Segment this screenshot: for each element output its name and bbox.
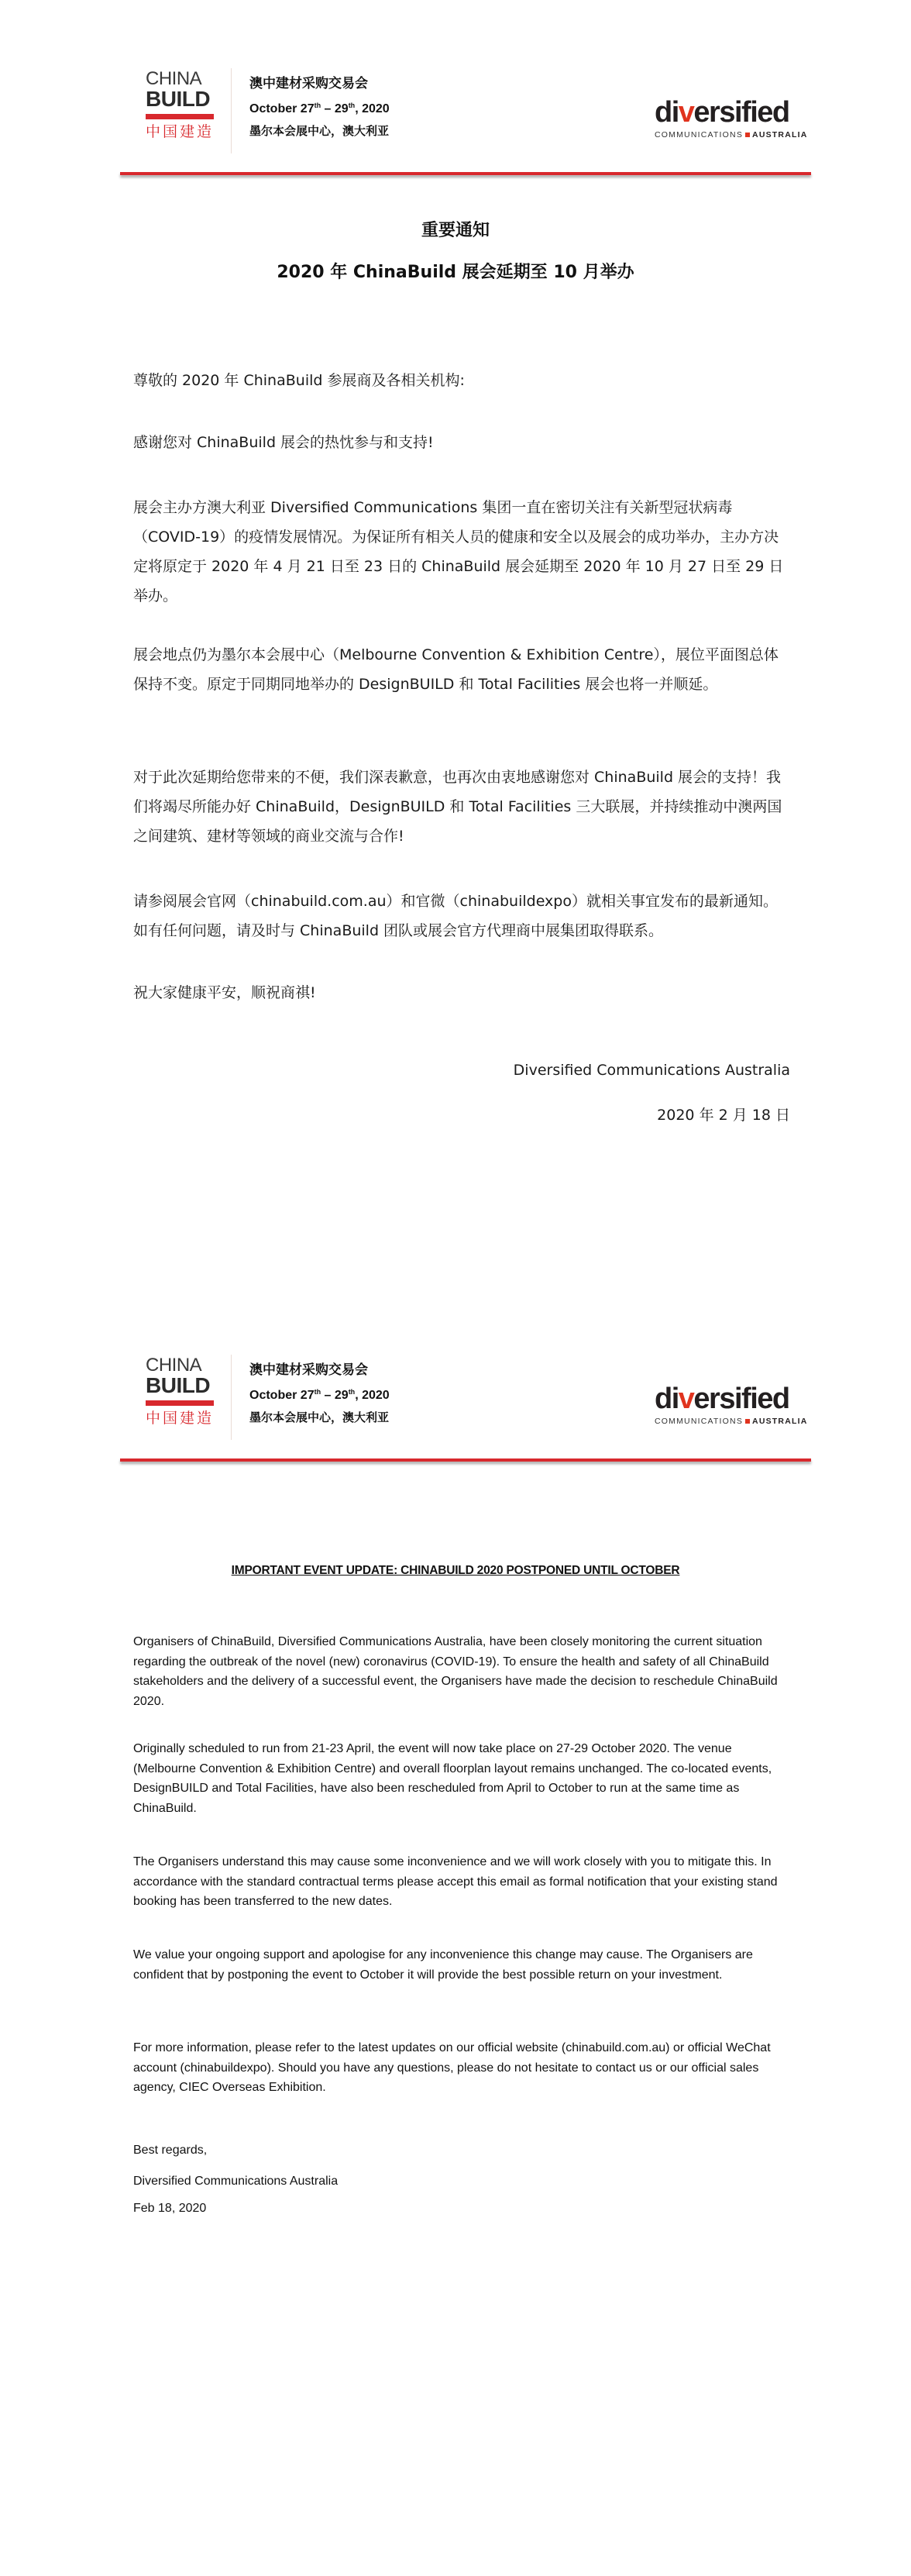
event-venue: 墨尔本会展中心，澳大利亚 [249, 124, 390, 138]
chinabuild-logo-bar [146, 1400, 214, 1406]
update-title: IMPORTANT EVENT UPDATE: CHINABUILD 2020 POSTPONED UNTIL OCTOBER [231, 1564, 680, 1577]
tagline-communications: COMMUNICATIONS [655, 130, 744, 139]
wordmark-part: ersified [693, 1383, 789, 1415]
paragraph: 对于此次延期给您带来的不便，我们深表歉意，也再次由衷地感谢您对 ChinaBuild 展会的支持！我们将竭尽所能办好 ChinaBuild，DesignBUILD 和 Total Facilities 三大联展，并持续推动中澳两国之间建筑、建材等领域的商业交流与合作! [133, 769, 782, 845]
chinabuild-logo-build: BUILD [146, 87, 211, 111]
chinabuild-logo-bar [146, 114, 214, 119]
diversified-tagline [655, 130, 813, 139]
letter-date: Feb 18, 2020 [133, 2202, 207, 2215]
wordmark-part: di [655, 1383, 679, 1415]
event-year: , 2020 [355, 102, 390, 115]
paragraph: 展会主办方澳大利亚 Diversified Communications 集团一直在密切关注有关新型冠状病毒（COVID-19）的疫情发展情况。为保证所有相关人员的健康和安全以及展会的成功举办，主办方决定将原定于 2020 年 4 月 21 日至 23 日的 ChinaBuild 展会延期至 2020 年 10 月 27 日至 29 日举办。 [133, 499, 784, 604]
paragraph: Organisers of ChinaBuild, Diversified Communications Australia, have been closely monitoring the current situation regarding the outbreak of the novel (new) coronavirus (COVID-19). To ensure the health and safety of all ChinaBuild stakeholders and the delivery of a successful event, the Organisers have made the decision to reschedule ChinaBuild 2020. [133, 1635, 778, 1708]
header-divider [120, 172, 811, 175]
paragraph: 请参阅展会官网（chinabuild.com.au）和官微（chinabuildexpo）就相关事宜发布的最新通知。如有任何问题，请及时与 ChinaBuild 团队或展会官方代理商中展集团取得联系。 [133, 893, 778, 939]
event-end-suffix: th [348, 1388, 356, 1396]
wordmark-part: ersified [693, 96, 789, 129]
wordmark-part: di [655, 96, 679, 129]
wordmark-accent: v [678, 1383, 694, 1415]
paragraph: 祝大家健康平安，顺祝商祺! [133, 984, 316, 1001]
paragraph: For more information, please refer to the latest updates on our official website (chinabuild.com.au) or official WeChat account (chinabuildexpo). Should you have any questions, please do not hesitate to contact us or our official sales agency, CIEC Overseas Exhibition. [133, 2041, 771, 2094]
square-bullet-icon [745, 1419, 750, 1424]
chinabuild-logo [146, 1356, 217, 1427]
event-year: , 2020 [355, 1389, 390, 1402]
header-vertical-separator [231, 1355, 232, 1440]
chinabuild-logo-china: CHINA [146, 68, 202, 89]
letterhead [0, 1333, 911, 1472]
event-start-suffix: th [314, 102, 321, 109]
chinabuild-logo-build: BUILD [146, 1373, 211, 1397]
header-divider [120, 1458, 811, 1462]
english-notice-section [0, 1286, 911, 2576]
event-start-suffix: th [314, 1388, 321, 1396]
letterhead [0, 46, 911, 186]
diversified-tagline [655, 1417, 813, 1426]
signature: Diversified Communications Australia [133, 2175, 339, 2188]
paragraph: 展会地点仍为墨尔本会展中心（Melbourne Convention & Exhibition Centre），展位平面图总体保持不变。原定于同期同地举办的 DesignBUILD 和 Total Facilities 展会也将一并顺延。 [133, 646, 779, 693]
diversified-wordmark [655, 98, 813, 127]
square-bullet-icon [745, 133, 750, 137]
paragraph: The Organisers understand this may cause some inconvenience and we will work closely with you to mitigate this. In accordance with the standard contractual terms please accept this email as formal notification that your existing stand booking has been transferred to the new dates. [133, 1855, 778, 1908]
paragraph: Originally scheduled to run from 21-23 April, the event will now take place on 27-29 October 2020. The venue (Melbourne Convention & Exhibition Centre) and overall floorplan layout remains unchanged. The co-located events, DesignBUILD and Total Facilities, have also been rescheduled from April to October to run at the same time as ChinaBuild. [133, 1742, 772, 1815]
event-date-separator: – [321, 102, 335, 115]
chinabuild-logo-chinese: 中国建造 [146, 1410, 215, 1427]
event-venue: 墨尔本会展中心，澳大利亚 [249, 1410, 390, 1424]
chinabuild-logo-chinese: 中国建造 [146, 123, 215, 140]
diversified-logo [655, 98, 813, 139]
event-end-suffix: th [348, 102, 356, 109]
event-name: 澳中建材采购交易会 [249, 1362, 368, 1378]
tagline-australia: AUSTRALIA [752, 1417, 808, 1426]
chinese-notice-section [0, 0, 911, 1271]
event-info [249, 1359, 390, 1428]
tagline-communications: COMMUNICATIONS [655, 1417, 744, 1426]
event-end-day: 29 [334, 102, 349, 115]
signature: Diversified Communications Australia [513, 1062, 790, 1079]
event-start-day: 27 [300, 102, 315, 115]
event-dates [249, 1381, 390, 1407]
event-month: October [249, 102, 297, 115]
paragraph: We value your ongoing support and apologise for any inconvenience this change may cause. The Organisers are confident that by postponing the event to October it will provide the best possible return on your investment. [133, 1948, 753, 1982]
event-dates [249, 95, 390, 120]
header-vertical-separator [231, 68, 232, 153]
notice-subheading: 2020 年 ChinaBuild 展会延期至 10 月举办 [277, 263, 634, 282]
event-info [249, 73, 390, 142]
event-month: October [249, 1389, 297, 1402]
closing: Best regards, [133, 2144, 208, 2157]
chinabuild-logo [146, 70, 217, 141]
chinabuild-logo-china: CHINA [146, 1355, 202, 1376]
salutation: 尊敬的 2020 年 ChinaBuild 参展商及各相关机构: [133, 372, 465, 389]
notice-heading: 重要通知 [421, 221, 490, 240]
event-end-day: 29 [334, 1389, 349, 1402]
letter-date: 2020 年 2 月 18 日 [657, 1107, 790, 1124]
tagline-australia: AUSTRALIA [752, 130, 808, 139]
diversified-wordmark [655, 1384, 813, 1414]
event-name: 澳中建材采购交易会 [249, 76, 368, 91]
event-start-day: 27 [300, 1389, 315, 1402]
diversified-logo [655, 1384, 813, 1426]
paragraph: 感谢您对 ChinaBuild 展会的热忱参与和支持! [133, 434, 434, 451]
wordmark-accent: v [678, 96, 694, 129]
event-date-separator: – [321, 1389, 335, 1402]
